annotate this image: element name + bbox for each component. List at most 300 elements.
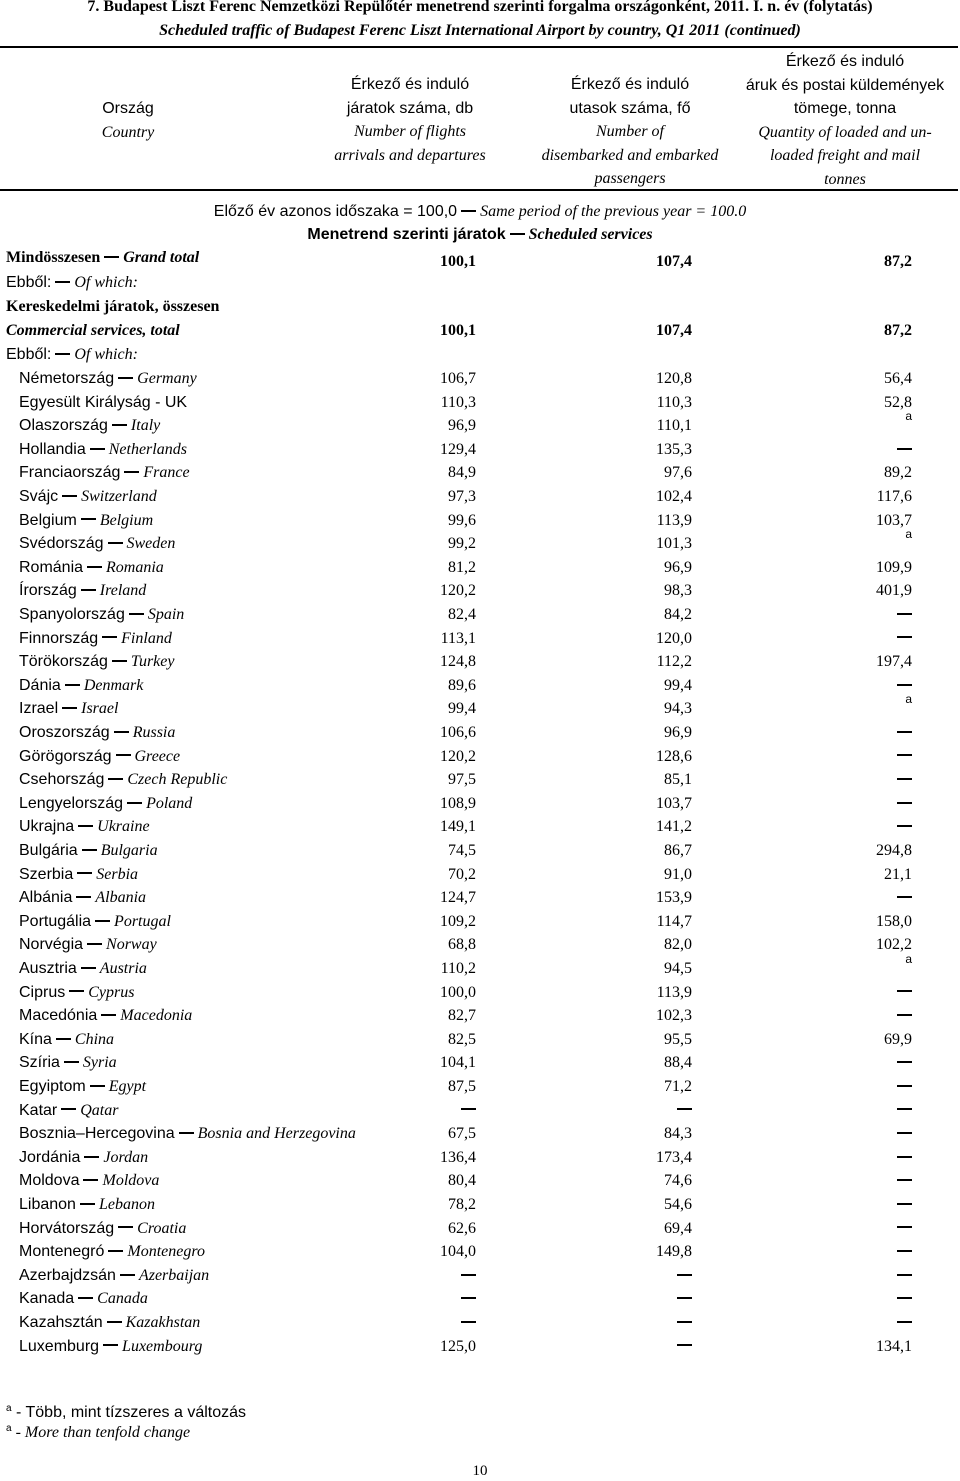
- no-data-dash: [897, 778, 912, 780]
- no-data-dash: [677, 1321, 692, 1323]
- section-heading: Menetrend szerinti járatok Scheduled services: [307, 226, 653, 243]
- cell-flights: 97,5: [448, 771, 476, 789]
- cell-freight: 102,2: [876, 936, 912, 954]
- country-name-en: Switzerland: [81, 488, 157, 505]
- table-row: [0, 1196, 960, 1220]
- country-label: [19, 795, 192, 813]
- country-label: [19, 771, 227, 789]
- header-flights: Érkező és induló járatok száma, db Number of flights arrivals and departures: [334, 76, 486, 164]
- cell-passengers: 91,0: [664, 865, 692, 883]
- cell-flights: 78,2: [448, 1196, 476, 1213]
- table-row: [0, 1267, 960, 1291]
- cell-freight: [897, 1102, 912, 1120]
- table-row: [0, 464, 960, 488]
- country-name-hu: Dánia: [19, 676, 61, 694]
- header-top-rule: [0, 46, 958, 48]
- country-name-hu: Franciaország: [19, 464, 121, 482]
- country-name-en: Greece: [134, 747, 181, 765]
- no-data-dash: [897, 1274, 912, 1276]
- no-data-dash: [897, 1179, 912, 1181]
- table-row: [0, 795, 960, 819]
- country-name-en: Spain: [147, 606, 185, 623]
- no-data-dash: [897, 1108, 912, 1110]
- no-data-dash: [461, 1321, 476, 1323]
- table-row: [0, 512, 960, 536]
- cell-flights: 110,2: [440, 960, 476, 977]
- table-title-hu: 7. Budapest Liszt Ferenc Nemzetközi Repülőtér menetrend szerinti forgalma országonként, 2011. I. n. év (folytatás): [87, 0, 873, 15]
- cell-passengers: 54,6: [664, 1196, 692, 1213]
- country-name-en: Denmark: [83, 676, 144, 694]
- country-label: [19, 748, 180, 766]
- cell-freight: 103,7: [876, 511, 912, 529]
- cell-passengers: 99,4: [664, 676, 692, 694]
- cell-passengers: [677, 1102, 692, 1120]
- dash-separator: [84, 1156, 99, 1158]
- cell-flights: 124,7: [440, 889, 476, 907]
- country-name-en: Ireland: [99, 582, 147, 600]
- cell-freight: 89,2: [884, 464, 912, 482]
- no-data-dash: [897, 754, 912, 756]
- cell-freight: [905, 952, 912, 978]
- country-name-hu: Moldova: [19, 1172, 80, 1190]
- dash-separator: [61, 1108, 76, 1110]
- index-line: Előző év azonos időszaka = 100,0 Same period of the previous year = 100.0: [213, 203, 747, 220]
- cell-passengers: 74,6: [664, 1172, 692, 1190]
- cell-freight: 56,4: [884, 370, 912, 387]
- country-label: [19, 1102, 118, 1120]
- cell-flights: 136,4: [440, 1148, 476, 1166]
- country-label: [19, 724, 175, 742]
- commercial-total-row: Commercial services, total 100,1 107,4 87,2: [6, 322, 912, 339]
- table-title-en: Scheduled traffic of Budapest Ferenc Liszt International Airport by country, Q1 2011 (continued): [159, 22, 801, 39]
- no-data-dash: [461, 1297, 476, 1299]
- no-data-dash: [897, 1203, 912, 1205]
- country-name-en: Egypt: [108, 1078, 147, 1095]
- dash-separator: [65, 684, 80, 686]
- dash-separator: [95, 920, 110, 922]
- cell-passengers: [677, 1267, 692, 1285]
- country-label: [19, 464, 190, 482]
- country-name-hu: Kanada: [19, 1290, 75, 1308]
- no-data-dash: [897, 684, 912, 686]
- cell-freight: 109,9: [876, 558, 912, 576]
- cell-passengers: 112,2: [656, 653, 692, 671]
- cell-flights: 106,6: [440, 724, 476, 741]
- country-name-en: Qatar: [80, 1101, 119, 1119]
- country-label: [19, 1125, 356, 1143]
- table-row: [0, 488, 960, 512]
- table-row: [0, 409, 960, 441]
- cell-passengers: 96,9: [664, 558, 692, 576]
- table-row: [0, 653, 960, 677]
- cell-passengers: 102,4: [656, 488, 692, 505]
- dash-separator: [118, 1226, 133, 1228]
- country-label: [19, 394, 187, 412]
- cell-flights: 82,7: [448, 1007, 476, 1025]
- cell-passengers: [677, 1314, 692, 1332]
- table-row: [0, 748, 960, 772]
- table-row: [0, 1078, 960, 1102]
- country-name-hu: Ukrajna: [19, 818, 75, 836]
- no-data-dash: [897, 1321, 912, 1323]
- country-label: [19, 889, 146, 907]
- country-name-hu: Szerbia: [19, 865, 74, 883]
- country-name-hu: Albánia: [19, 889, 73, 907]
- table-row: [0, 842, 960, 866]
- table-row: [0, 394, 960, 418]
- table-row: [0, 936, 960, 960]
- table-row: [0, 1290, 960, 1314]
- dash-separator: [108, 778, 123, 780]
- country-name-hu: Csehország: [19, 771, 105, 789]
- cell-passengers: 110,3: [656, 393, 692, 411]
- country-name-hu: Hollandia: [19, 440, 86, 458]
- dash-separator: [112, 424, 127, 426]
- country-label: [19, 1172, 159, 1190]
- dash-separator: [114, 731, 129, 733]
- country-label: [19, 1338, 202, 1356]
- cell-flights: 97,3: [448, 488, 476, 505]
- cell-freight: [897, 1149, 912, 1167]
- cell-flights: 99,2: [448, 535, 476, 553]
- cell-freight: [897, 724, 912, 742]
- commercial-freight: 87,2: [884, 322, 912, 339]
- dash-separator: [118, 377, 133, 379]
- country-name-en: Azerbaijan: [138, 1266, 210, 1284]
- table-row: [0, 1054, 960, 1078]
- cell-flights: 125,0: [440, 1337, 476, 1355]
- no-data-dash: [897, 448, 912, 450]
- cell-freight: [905, 527, 912, 553]
- cell-flights: 82,4: [448, 606, 476, 623]
- cell-freight: [905, 409, 912, 435]
- grand-total-row: Mindösszesen Grand total 100,1 107,4 87,2: [6, 249, 912, 270]
- dash-separator: [78, 1297, 93, 1299]
- table-row: [0, 606, 960, 630]
- country-label: [19, 1196, 155, 1214]
- country-label: [19, 936, 157, 954]
- cell-flights: 81,2: [448, 558, 476, 576]
- country-name-hu: Lengyelország: [19, 794, 124, 812]
- country-label: [19, 1078, 146, 1096]
- country-name-en: China: [74, 1030, 115, 1048]
- country-name-en: Kazakhstan: [125, 1314, 201, 1331]
- of-which-row: Ebből: Of which:: [6, 274, 138, 291]
- dash-separator: [62, 495, 77, 497]
- country-name-hu: Montenegró: [19, 1243, 105, 1261]
- table-row: [0, 913, 960, 937]
- cell-passengers: [677, 1290, 692, 1308]
- cell-flights: 89,6: [448, 676, 476, 694]
- cell-flights: 120,2: [440, 747, 476, 765]
- country-name-hu: Írország: [19, 582, 77, 600]
- footnote-marker: a: [905, 527, 912, 542]
- dash-separator: [81, 589, 96, 591]
- cell-passengers: 84,3: [664, 1125, 692, 1143]
- dash-separator: [108, 542, 123, 544]
- table-row: [0, 952, 960, 984]
- cell-freight: 197,4: [876, 653, 912, 671]
- dash-separator: [81, 967, 96, 969]
- table-row: [0, 1220, 960, 1244]
- cell-flights: 100,0: [440, 983, 476, 1001]
- table-row: [0, 1031, 960, 1055]
- cell-passengers: 95,5: [664, 1030, 692, 1048]
- cell-freight: [897, 889, 912, 907]
- cell-passengers: 113,9: [656, 511, 692, 529]
- no-data-dash: [897, 613, 912, 615]
- dash-separator: [64, 1061, 79, 1063]
- footnote-marker: a: [905, 409, 912, 424]
- cell-freight: 21,1: [884, 865, 912, 883]
- cell-passengers: 149,8: [656, 1243, 692, 1261]
- country-name-en: Cyprus: [88, 983, 135, 1001]
- dash-separator: [83, 1179, 98, 1181]
- country-label: [19, 866, 138, 884]
- header-freight: Érkező és induló áruk és postai küldemények tömege, tonna Quantity of loaded and un- loaded freight and mail tonnes: [745, 53, 945, 188]
- cell-freight: [897, 1220, 912, 1238]
- cell-passengers: 94,5: [664, 960, 692, 977]
- grand-total-flights: 100,1: [440, 253, 476, 270]
- cell-flights: 129,4: [440, 440, 476, 458]
- no-data-dash: [897, 1085, 912, 1087]
- country-name-hu: Ciprus: [19, 983, 66, 1001]
- table-row: [0, 582, 960, 606]
- dash-separator: [102, 636, 117, 638]
- country-name-en: Macedonia: [120, 1007, 193, 1025]
- commercial-label-hu-row: Kereskedelmi járatok, összesen: [6, 298, 220, 315]
- dash-separator: [461, 210, 476, 212]
- dash-separator: [510, 233, 525, 235]
- country-name-en: Austria: [99, 960, 147, 977]
- dash-separator: [112, 660, 127, 662]
- dash-separator: [81, 518, 96, 520]
- country-label: [19, 1314, 200, 1332]
- cell-passengers: 71,2: [664, 1078, 692, 1095]
- table-row: [0, 630, 960, 654]
- country-name-en: Syria: [82, 1054, 117, 1072]
- country-label: [19, 677, 143, 695]
- header-country: Ország Country: [101, 100, 155, 141]
- cell-flights: [461, 1290, 476, 1308]
- cell-flights: 68,8: [448, 936, 476, 954]
- cell-flights: 124,8: [440, 653, 476, 671]
- footnote-hu: $^a$ - Több, mint tízszeres a változás: [6, 1403, 247, 1421]
- cell-passengers: 98,3: [664, 582, 692, 600]
- country-name-en: Lebanon: [98, 1196, 155, 1213]
- no-data-dash: [461, 1108, 476, 1110]
- table-row: [0, 984, 960, 1008]
- country-name-en: Belgium: [99, 511, 154, 529]
- cell-flights: 113,1: [440, 629, 476, 647]
- country-name-en: Canada: [97, 1290, 148, 1308]
- cell-freight: [897, 771, 912, 789]
- country-name-en: Montenegro: [127, 1243, 205, 1261]
- table-row: [0, 559, 960, 583]
- grand-total-freight: 87,2: [884, 253, 912, 270]
- country-name-en: Israel: [81, 700, 119, 718]
- country-name-en: Portugal: [114, 912, 171, 930]
- table-row: [0, 692, 960, 724]
- no-data-dash: [677, 1344, 692, 1346]
- table-row: [0, 1102, 960, 1126]
- country-name-hu: Libanon: [19, 1196, 76, 1213]
- table-row: [0, 1172, 960, 1196]
- country-name-hu: Románia: [19, 558, 84, 576]
- country-label: [19, 535, 175, 553]
- dash-separator: [90, 448, 105, 450]
- country-name-hu: Németország: [19, 370, 115, 387]
- dash-separator: [78, 825, 93, 827]
- dash-separator: [103, 1344, 118, 1346]
- country-name-en: Turkey: [130, 653, 175, 671]
- country-name-hu: Ausztria: [19, 960, 77, 977]
- country-name-hu: Luxemburg: [19, 1337, 100, 1355]
- country-name-en: Romania: [106, 558, 164, 576]
- dash-separator: [179, 1132, 194, 1134]
- dash-separator: [124, 471, 139, 473]
- no-data-dash: [897, 731, 912, 733]
- cell-passengers: 84,2: [664, 606, 692, 623]
- page-number: 10: [472, 1463, 488, 1479]
- country-name-hu: Katar: [19, 1101, 58, 1119]
- dash-separator: [127, 802, 142, 804]
- country-name-en: Germany: [137, 370, 197, 387]
- cell-flights: [461, 1267, 476, 1285]
- dash-separator: [82, 849, 97, 851]
- country-name-en: Norway: [106, 936, 157, 954]
- cell-freight: 294,8: [876, 842, 912, 859]
- country-label: [19, 960, 147, 978]
- country-label: [19, 700, 118, 718]
- cell-passengers: 88,4: [664, 1054, 692, 1072]
- header-passengers: Érkező és induló utasok száma, fő Number of disembarked and embarked passengers: [541, 76, 719, 187]
- cell-flights: 110,3: [440, 393, 476, 411]
- country-name-hu: Horvátország: [19, 1219, 115, 1237]
- header-bottom-rule: [0, 189, 958, 191]
- no-data-dash: [897, 1132, 912, 1134]
- no-data-dash: [897, 896, 912, 898]
- country-name-en: Poland: [146, 794, 193, 812]
- footnote-marker: a: [905, 952, 912, 966]
- cell-freight: [897, 748, 912, 766]
- cell-flights: 99,4: [448, 700, 476, 718]
- country-label: [19, 913, 171, 931]
- cell-passengers: 103,7: [656, 794, 692, 812]
- table-row: [0, 1338, 960, 1362]
- no-data-dash: [897, 636, 912, 638]
- cell-flights: 106,7: [440, 370, 476, 387]
- cell-passengers: 94,3: [664, 700, 692, 718]
- dash-separator: [77, 872, 92, 874]
- no-data-dash: [897, 1156, 912, 1158]
- no-data-dash: [897, 1061, 912, 1063]
- cell-flights: 108,9: [440, 794, 476, 812]
- cell-freight: [897, 1196, 912, 1214]
- country-name-hu: Bulgária: [19, 842, 78, 859]
- country-name-hu: Szíria: [19, 1054, 60, 1072]
- table-row: [0, 866, 960, 890]
- country-label: [19, 1290, 148, 1308]
- cell-flights: 70,2: [448, 865, 476, 883]
- country-label: [19, 488, 157, 506]
- country-name-hu: Spanyolország: [19, 606, 125, 623]
- country-label: [19, 984, 134, 1002]
- cell-flights: [461, 1314, 476, 1332]
- country-label: [19, 441, 187, 459]
- cell-passengers: 173,4: [656, 1148, 692, 1166]
- country-name-hu: Egyiptom: [19, 1078, 86, 1095]
- country-label: [19, 417, 160, 435]
- footnote-en: $^a$ - More than tenfold change: [6, 1423, 191, 1441]
- country-label: [19, 1267, 209, 1285]
- cell-flights: 104,1: [440, 1054, 476, 1072]
- cell-flights: 67,5: [448, 1125, 476, 1143]
- dash-separator: [87, 566, 102, 568]
- country-name-en: Bulgaria: [100, 842, 158, 859]
- cell-flights: 104,0: [440, 1243, 476, 1261]
- table-row: [0, 724, 960, 748]
- no-data-dash: [677, 1297, 692, 1299]
- country-name-hu: Törökország: [19, 653, 108, 671]
- dash-separator: [120, 1274, 135, 1276]
- country-name-en: Luxembourg: [122, 1337, 203, 1355]
- no-data-dash: [897, 990, 912, 992]
- cell-passengers: 97,6: [664, 464, 692, 482]
- country-name-en: Ukraine: [97, 818, 150, 836]
- country-label: [19, 818, 150, 836]
- no-data-dash: [897, 1014, 912, 1016]
- cell-passengers: 153,9: [656, 889, 692, 907]
- cell-passengers: 102,3: [656, 1007, 692, 1025]
- cell-flights: 74,5: [448, 842, 476, 859]
- cell-passengers: 113,9: [656, 983, 692, 1001]
- country-name-en: Russia: [132, 724, 176, 741]
- country-name-en: Moldova: [102, 1172, 160, 1190]
- cell-passengers: 69,4: [664, 1219, 692, 1237]
- no-data-dash: [897, 1297, 912, 1299]
- cell-freight: 69,9: [884, 1030, 912, 1048]
- country-name-en: Czech Republic: [127, 771, 228, 789]
- country-name-en: Serbia: [96, 865, 139, 883]
- country-name-en: France: [143, 464, 190, 482]
- country-label: [19, 630, 172, 648]
- dash-separator: [76, 896, 91, 898]
- cell-freight: 158,0: [876, 912, 912, 930]
- country-name-en: Croatia: [137, 1219, 187, 1237]
- country-name-en: Italy: [130, 417, 161, 435]
- country-name-hu: Bosznia–Hercegovina: [19, 1125, 175, 1143]
- dash-separator: [116, 754, 131, 756]
- table-row: [0, 527, 960, 559]
- commercial-flights: 100,1: [440, 322, 476, 339]
- country-name-hu: Macedónia: [19, 1007, 98, 1025]
- country-name-en: Netherlands: [108, 440, 187, 458]
- country-name-hu: Svájc: [19, 488, 59, 505]
- table-row: [0, 1149, 960, 1173]
- country-name-hu: Olaszország: [19, 417, 108, 435]
- dash-separator: [108, 1250, 123, 1252]
- country-name-en: Albania: [95, 889, 147, 907]
- country-label: [19, 1243, 205, 1261]
- cell-passengers: 128,6: [656, 747, 692, 765]
- dash-separator: [69, 990, 84, 992]
- dash-separator: [87, 943, 102, 945]
- country-name-hu: Finnország: [19, 629, 99, 647]
- country-label: [19, 1031, 114, 1049]
- cell-flights: 87,5: [448, 1078, 476, 1095]
- cell-passengers: 86,7: [664, 842, 692, 859]
